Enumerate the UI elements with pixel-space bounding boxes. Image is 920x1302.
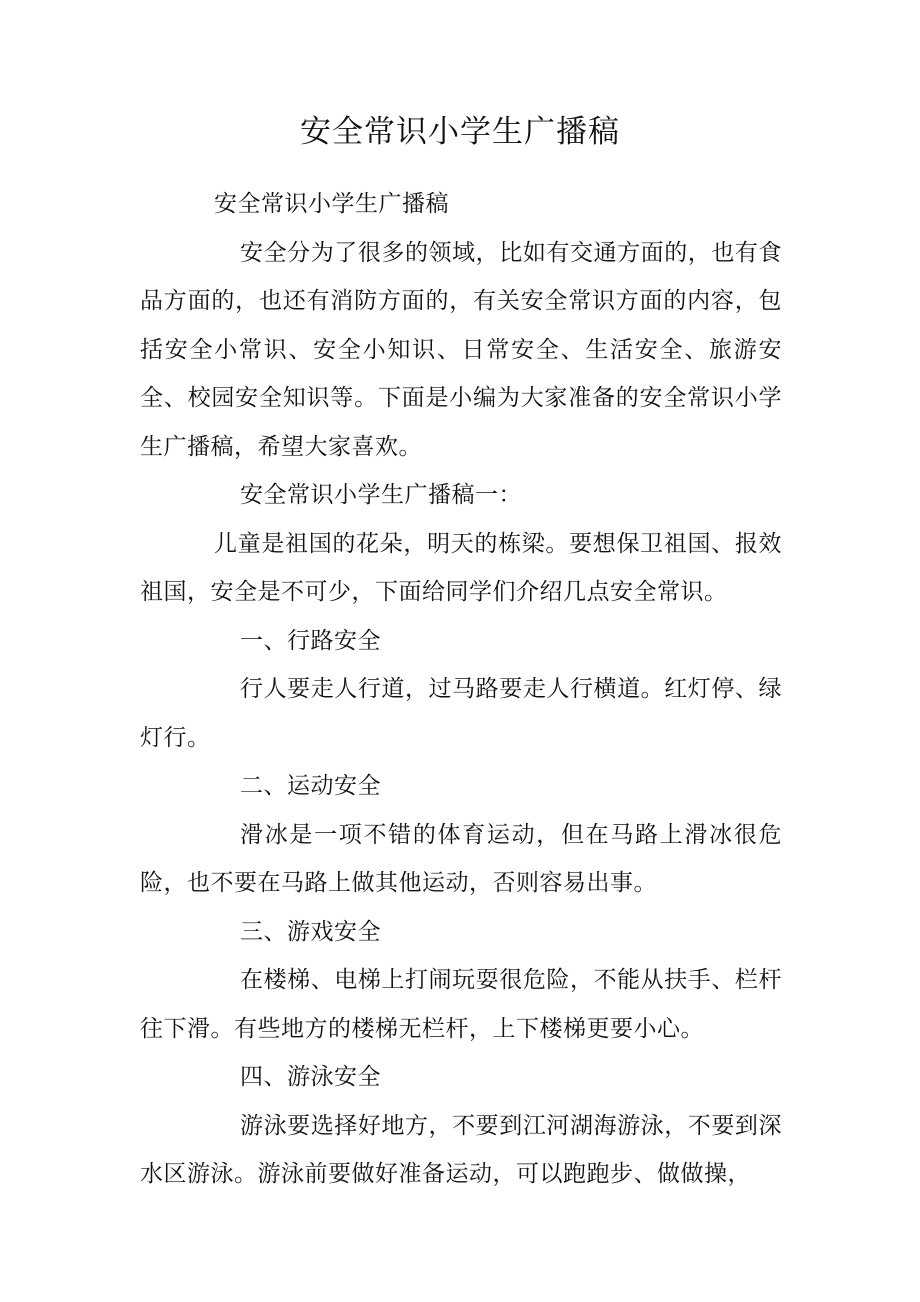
document-title: 安全常识小学生广播稿 (300, 114, 620, 150)
subtitle-paragraph: 安全常识小学生广播稿 (214, 191, 449, 217)
document-body (140, 180, 782, 1199)
paragraph-game-safety: 在楼梯、电梯上打闹玩耍很危险，不能从扶手、栏杆往下滑。有些地方的楼梯无栏杆，上下楼梯更要小心。 (140, 967, 782, 1042)
heading-swimming-safety: 四、游泳安全 (240, 1064, 381, 1090)
paragraph-swimming-safety: 游泳要选择好地方，不要到江河湖海游泳，不要到深水区游泳。游泳前要做好准备运动，可以跑跑步、做做操， (140, 1112, 782, 1187)
section-heading-part-one: 安全常识小学生广播稿一： (240, 482, 522, 508)
paragraph-walking-safety: 行人要走人行道，过马路要走人行横道。红灯停、绿灯行。 (140, 676, 782, 751)
heading-walking-safety: 一、行路安全 (240, 627, 381, 654)
heading-game-safety: 三、游戏安全 (240, 918, 381, 945)
paragraph-sports-safety: 滑冰是一项不错的体育运动，但在马路上滑冰很危险，也不要在马路上做其他运动，否则容易出事。 (140, 821, 782, 896)
intro-paragraph: 安全分为了很多的领域，比如有交通方面的，也有食品方面的，也还有消防方面的，有关安全常识方面的内容，包括安全小常识、安全小知识、日常安全、生活安全、旅游安全、校园安全知识等。下面是小编为大家准备的安全常识小学生广播稿，希望大家喜欢。 (140, 239, 782, 460)
opening-paragraph: 儿童是祖国的花朵，明天的栋梁。要想保卫祖国、报效祖国，安全是不可少，下面给同学们介绍几点安全常识。 (140, 530, 782, 605)
heading-sports-safety: 二、运动安全 (240, 773, 381, 799)
